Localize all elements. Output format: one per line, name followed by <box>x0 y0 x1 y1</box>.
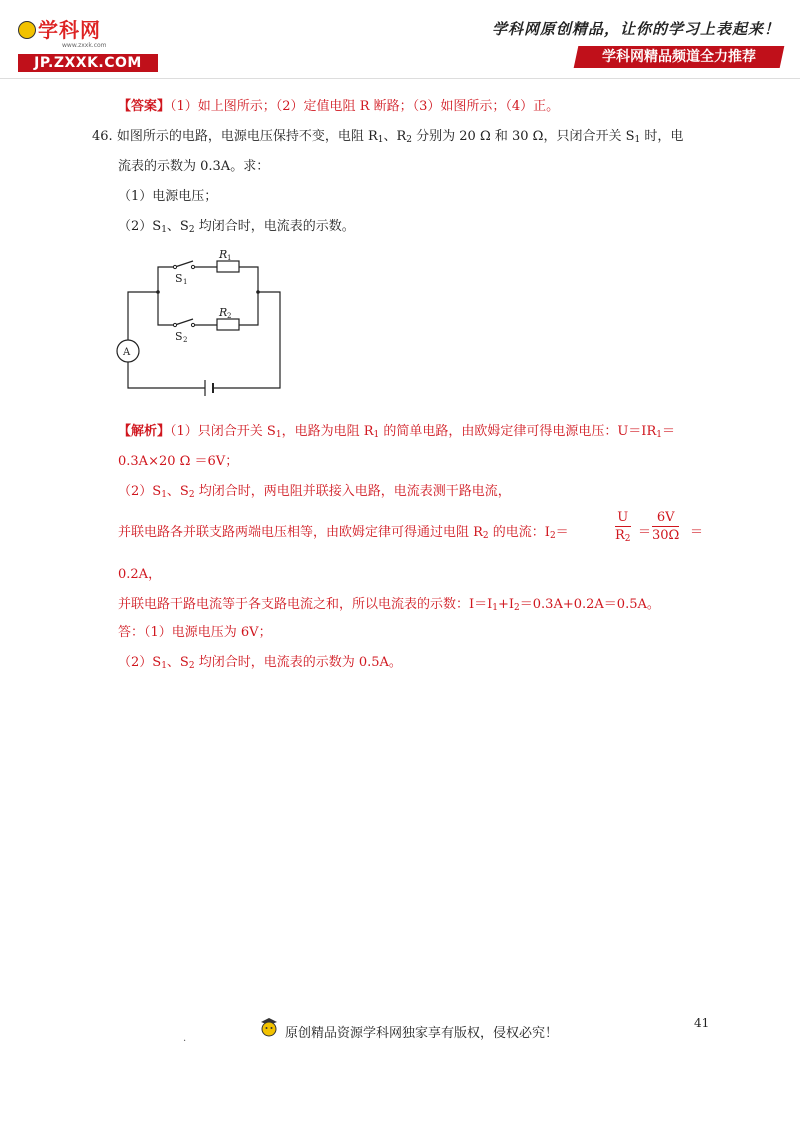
previous-answer <box>118 98 559 116</box>
solution-text: ，电路为电阻 R <box>281 424 374 439</box>
resistor-r1 <box>217 261 239 272</box>
subscript: 1 <box>161 661 167 671</box>
wire-left <box>128 292 158 340</box>
junction-right <box>256 290 260 294</box>
fraction-numerator: U <box>615 509 631 527</box>
question-text: 如图所示的电路，电源电压保持不变，电阻 R <box>116 129 378 144</box>
ammeter-label: A <box>123 347 131 358</box>
r1-label: R <box>219 250 228 261</box>
fraction-denominator: 30Ω <box>652 528 680 543</box>
solution-text: 并联电路干路电流等于各支路电流之和，所以电流表的示数：I＝I <box>118 597 493 612</box>
subscript: 1 <box>373 430 380 440</box>
question-text: 均闭合时，电流表的示数。 <box>194 219 355 234</box>
subscript: 1 <box>377 135 384 145</box>
equals-sign: ＝ <box>638 525 652 540</box>
switch-s2-pivot <box>173 323 176 326</box>
solution-text: 的电流：I <box>488 525 550 540</box>
switch-s1-pivot <box>173 265 176 268</box>
solution-text: +I <box>498 597 515 612</box>
solution-text: 、S <box>166 484 189 499</box>
r2-sub: 2 <box>227 312 232 320</box>
subscript: 1 <box>656 430 662 440</box>
wire-branch-bottom-left <box>158 292 175 325</box>
solution-line-5: 0.2A， <box>118 567 162 582</box>
solution-text: 、S <box>166 655 189 670</box>
question-text: （2）S <box>118 219 162 234</box>
subscript: 2 <box>514 603 520 613</box>
subscript: 1 <box>492 603 499 613</box>
solution-text: （1）只闭合开关 S <box>170 424 276 439</box>
logo-url: www.zxxk.com <box>62 42 107 49</box>
solution-line-7: 答：（1）电源电压为 6V； <box>118 625 272 640</box>
fraction-denominator <box>615 527 631 548</box>
subscript: 1 <box>275 430 282 440</box>
subscript: 2 <box>482 531 489 541</box>
solution-text: （2）S <box>118 484 162 499</box>
switch-s1-contact <box>191 265 194 268</box>
r1-sub: 1 <box>227 254 232 262</box>
wire-bottom-left <box>128 362 205 388</box>
subscript: 2 <box>188 225 195 235</box>
solution-text: 的简单电路，由欧姆定律可得电源电压：U＝IR <box>379 424 657 439</box>
mascot-icon <box>18 21 36 39</box>
solution-text: 并联电路各并联支路两端电压相等，由欧姆定律可得通过电阻 R <box>118 525 483 540</box>
wire-branch-top-left <box>158 267 175 292</box>
s2-sub: 2 <box>183 336 188 344</box>
wire-branch-bottom-right <box>239 292 258 325</box>
question-text: 时，电 <box>640 129 684 144</box>
page-number: 41 <box>694 1016 710 1030</box>
solution-text: ＝ <box>555 525 569 540</box>
question-line-1 <box>92 128 683 149</box>
question-text: 、R <box>383 129 407 144</box>
s1-sub: 1 <box>183 278 188 286</box>
switch-s2-contact <box>191 323 194 326</box>
logo-badge: JP.ZXXK.COM <box>18 54 158 72</box>
answer-tag: 【答案】 <box>118 99 171 114</box>
solution-line-4 <box>118 524 569 545</box>
answer-text: （1）如上图所示；（2）定值电阻 R 断路；（3）如图所示；（4）正。 <box>170 99 560 114</box>
subscript: 2 <box>549 531 556 541</box>
solution-line-2: 0.3A×20 Ω ＝6V； <box>118 454 239 469</box>
solution-text: ＝ <box>661 424 675 439</box>
subscript: 2 <box>188 661 195 671</box>
subscript: 2 <box>624 534 631 544</box>
solution-text: （2）S <box>118 655 162 670</box>
solution-line-1 <box>118 423 675 444</box>
solution-line-8 <box>118 654 402 675</box>
s2-label: S <box>175 330 183 343</box>
r2-label: R <box>219 306 228 319</box>
question-item-1: （1）电源电压； <box>118 189 218 204</box>
footer-copyright: 原创精品资源学科网独家享有版权，侵权必究！ <box>285 1026 559 1041</box>
question-number: 46. <box>92 129 113 144</box>
subscript: 1 <box>161 225 167 235</box>
switch-s1-blade <box>175 261 193 267</box>
question-text: 、S <box>166 219 189 234</box>
logo <box>18 14 158 72</box>
question-text: 分别为 20 Ω 和 30 Ω，只闭合开关 S <box>412 129 635 144</box>
fraction-u-over-r2 <box>615 509 631 548</box>
logo-mark <box>18 14 101 43</box>
mascot-icon <box>258 1016 280 1038</box>
solution-text: ＝0.3A+0.2A＝0.5A。 <box>519 597 660 612</box>
fraction-numerator: 6V <box>652 509 679 527</box>
junction-left <box>156 290 160 294</box>
solution-text: 均闭合时，电流表的示数为 0.5A。 <box>194 655 402 670</box>
question-item-2 <box>118 218 355 239</box>
equals-sign: ＝ <box>690 525 704 540</box>
header-divider <box>0 78 800 79</box>
logo-name: 学科网 <box>38 18 101 42</box>
subscript: 1 <box>161 490 167 500</box>
fraction-6v-over-30ohm <box>652 509 679 544</box>
s1-label: S <box>175 272 183 285</box>
subscript: 2 <box>406 135 413 145</box>
circuit-diagram <box>113 250 293 398</box>
question-line-2: 流表的示数为 0.3A。求： <box>118 159 270 174</box>
fraction-denominator-text: R <box>615 528 625 543</box>
solution-tag: 【解析】 <box>118 424 171 439</box>
resistor-r2 <box>217 319 239 330</box>
solution-line-6 <box>118 596 660 617</box>
footer-dot: . <box>183 1033 187 1044</box>
channel-text: 学科网精品频道全力推荐 <box>602 49 756 65</box>
wire-branch-top-right <box>239 267 258 292</box>
subscript: 1 <box>634 135 641 145</box>
header-slogan: 学科网原创精品，让你的学习上表起来！ <box>491 20 780 38</box>
solution-text: 均闭合时，两电阻并联接入电路，电流表测干路电流， <box>194 484 511 499</box>
solution-line-3 <box>118 483 511 504</box>
header-channel-banner <box>574 46 785 68</box>
switch-s2-blade <box>175 319 193 325</box>
subscript: 2 <box>188 490 195 500</box>
